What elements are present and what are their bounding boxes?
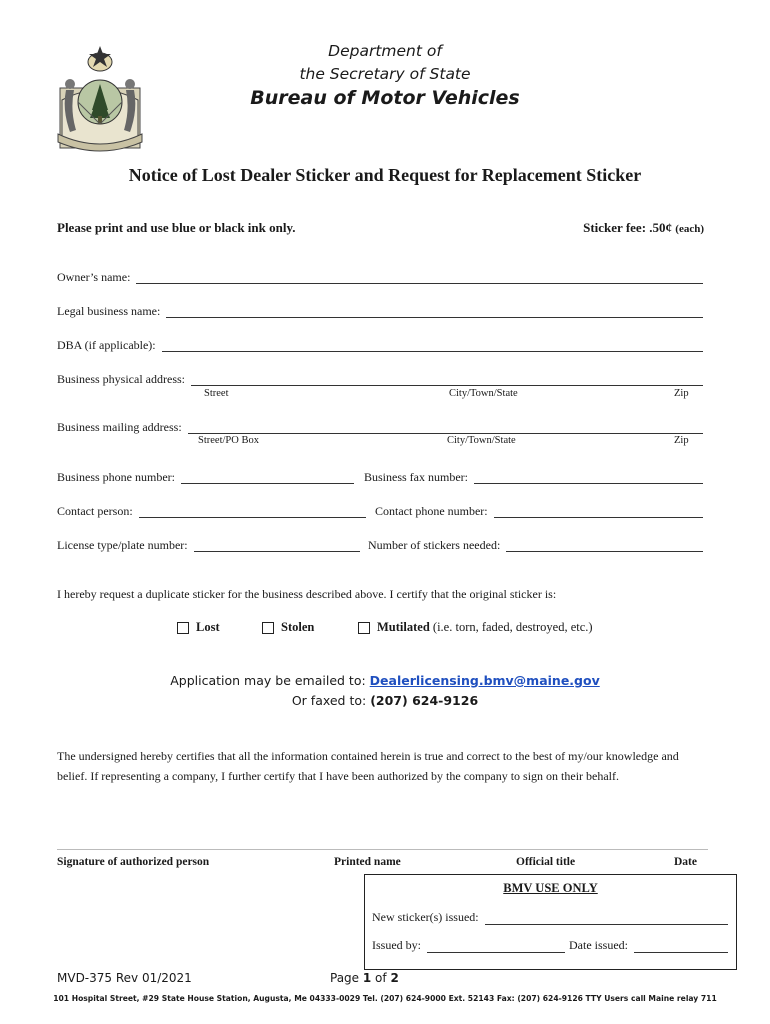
business-fax-label: Business fax number: [364,470,468,484]
printed-name-label: Printed name [334,856,401,868]
page-indicator [330,971,399,985]
num-stickers-label: Number of stickers needed: [368,538,501,552]
email-instruction [0,673,770,688]
physical-zip-sublabel: Zip [674,388,689,399]
sticker-fee-label: Sticker fee: .50¢ [583,220,673,235]
business-phone-label: Business phone number: [57,470,175,484]
stolen-label: Stolen [281,620,315,634]
new-stickers-label: New sticker(s) issued: [372,910,479,924]
owners-name-field[interactable] [57,266,703,284]
mailing-city-sublabel: City/Town/State [447,435,516,446]
mailing-street-sublabel: Street/PO Box [198,435,259,446]
bmv-use-only-title: BMV USE ONLY [503,881,598,895]
issued-by-label: Issued by: [372,938,421,952]
form-id: MVD-375 Rev 01/2021 [57,971,192,985]
new-stickers-field[interactable] [372,909,728,925]
ink-instruction: Please print and use blue or black ink only. [57,220,296,235]
license-plate-field[interactable] [57,534,360,552]
official-title-label: Official title [516,856,576,868]
email-prefix: Application may be emailed to: [170,673,370,688]
contact-phone-line[interactable] [494,506,703,518]
physical-address-field[interactable] [57,368,703,386]
physical-address-label: Business physical address: [57,372,185,386]
license-plate-label: License type/plate number: [57,538,188,552]
sticker-fee-unit: (each) [675,223,704,235]
page-number: 1 [362,971,372,985]
owners-name-label: Owner’s name: [57,270,131,284]
date-issued-line[interactable] [634,942,728,953]
date-issued-label: Date issued: [569,938,628,952]
email-link[interactable]: Dealerlicensing.bmv@maine.gov [369,673,600,688]
signature-label: Signature of authorized person [57,856,210,868]
contact-person-field[interactable] [57,500,366,518]
business-fax-field[interactable] [364,466,703,484]
business-phone-line[interactable] [181,472,354,484]
mutilated-option [377,620,593,635]
dba-line[interactable] [162,340,703,352]
department-line-1: Department of [328,42,442,60]
lost-label: Lost [196,620,220,634]
dba-label: DBA (if applicable): [57,338,156,352]
lost-checkbox[interactable] [177,622,189,634]
mailing-address-label: Business mailing address: [57,420,182,434]
page-prefix: Page [330,971,363,985]
bmv-use-only-box [364,874,737,970]
dba-field[interactable] [57,334,703,352]
issued-by-line[interactable] [427,942,565,953]
physical-street-sublabel: Street [204,388,229,399]
form-title: Notice of Lost Dealer Sticker and Request for Replacement Sticker [128,165,642,185]
business-phone-field[interactable] [57,466,354,484]
fax-number: (207) 624-9126 [370,693,479,708]
duplicate-request-text: I hereby request a duplicate sticker for the business described above. I certify that the original sticker is: [57,587,557,601]
mailing-zip-sublabel: Zip [674,435,689,446]
mutilated-checkbox[interactable] [358,622,370,634]
legal-business-name-line[interactable] [166,306,703,318]
num-stickers-field[interactable] [368,534,703,552]
signature-line[interactable] [57,849,708,850]
new-stickers-line[interactable] [485,914,728,925]
mailing-address-line[interactable] [188,422,703,434]
bureau-title: Bureau of Motor Vehicles [250,87,520,109]
contact-phone-label: Contact phone number: [375,504,488,518]
owners-name-line[interactable] [136,272,703,284]
page-total: 2 [390,971,399,985]
stolen-checkbox[interactable] [262,622,274,634]
department-line-2: the Secretary of State [299,65,471,83]
license-plate-line[interactable] [194,540,360,552]
fax-instruction [0,693,770,708]
contact-phone-field[interactable] [375,500,703,518]
contact-person-label: Contact person: [57,504,133,518]
page-of: of [371,971,391,985]
sticker-fee [583,220,704,236]
legal-business-name-label: Legal business name: [57,304,161,318]
business-fax-line[interactable] [474,472,703,484]
certification-text: The undersigned hereby certifies that all the information contained herein is true and correct to the best of my/our knowledge and belief. If representing a company, I further certify that I have been authorized by the company to sign on their behalf. [57,749,679,783]
mutilated-note: (i.e. torn, faded, destroyed, etc.) [432,620,593,634]
mailing-address-field[interactable] [57,416,703,434]
contact-person-line[interactable] [139,506,366,518]
num-stickers-line[interactable] [506,540,703,552]
mutilated-label: Mutilated [377,620,430,634]
date-label: Date [674,856,697,868]
footer-address: 101 Hospital Street, #29 State House Station, Augusta, Me 04333-0029 Tel. (207) 624-9000 Ext. 52143 Fax: (207) 624-9126 TTY Users call Maine relay 711 [53,994,717,1003]
legal-business-name-field[interactable] [57,300,703,318]
physical-city-sublabel: City/Town/State [449,388,518,399]
physical-address-line[interactable] [191,374,703,386]
issued-row [372,937,728,953]
fax-prefix: Or faxed to: [291,693,371,708]
